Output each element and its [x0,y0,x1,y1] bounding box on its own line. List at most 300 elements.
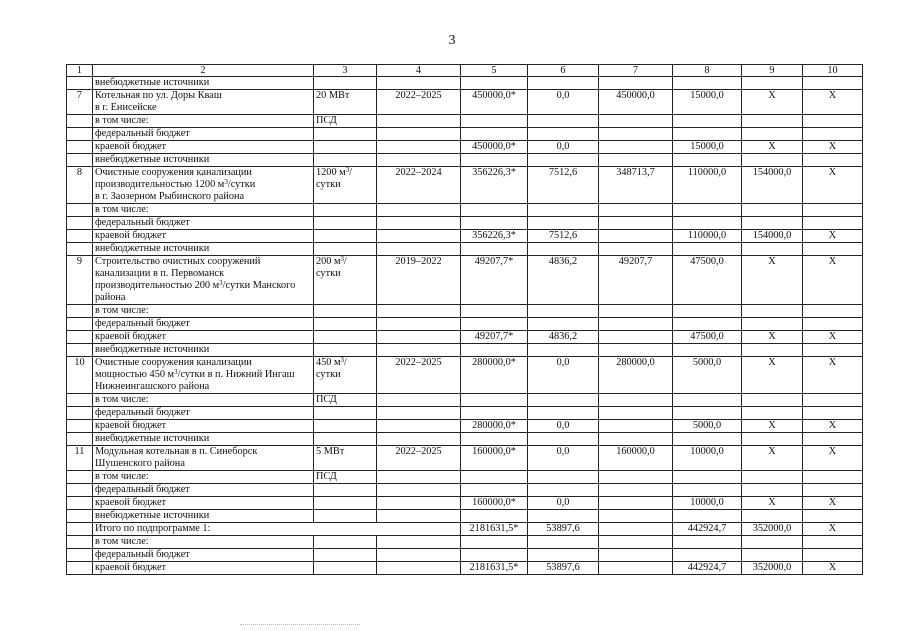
value-c7 [599,433,673,446]
capacity-cell [314,420,377,433]
value-c8 [673,549,742,562]
value-c8 [673,433,742,446]
value-c6 [528,510,599,523]
row-name: в том числе: [93,471,314,484]
value-c6: 7512,6 [528,167,599,204]
row-name: внебюджетные источники [93,433,314,446]
value-c9 [742,77,803,90]
value-c5 [461,471,528,484]
value-c8: 5000,0 [673,420,742,433]
years-cell: 2019–2022 [377,256,461,305]
value-c10 [803,484,863,497]
capacity-cell [314,433,377,446]
budget-table [66,64,863,575]
header-cell: 6 [528,65,599,77]
value-c10: Х [803,230,863,243]
row-number [67,204,93,217]
value-c8 [673,344,742,357]
value-c9: Х [742,357,803,394]
row-name: федеральный бюджет [93,318,314,331]
years-cell [377,243,461,256]
years-cell [377,420,461,433]
capacity-cell: ПСД [314,471,377,484]
value-c10 [803,243,863,256]
value-c5: 356226,3* [461,167,528,204]
value-c10: Х [803,562,863,575]
value-c5 [461,154,528,167]
years-cell [377,344,461,357]
row-name: краевой бюджет [93,562,314,575]
value-c6: 0,0 [528,357,599,394]
value-c10 [803,128,863,141]
value-c6 [528,407,599,420]
row-name: краевой бюджет [93,497,314,510]
value-c7 [599,115,673,128]
years-cell [377,562,461,575]
value-c8: 15000,0 [673,90,742,115]
row-number [67,484,93,497]
row-number: 7 [67,90,93,115]
row-number [67,497,93,510]
capacity-cell: 5 МВт [314,446,377,471]
value-c5 [461,407,528,420]
subrow [67,484,863,497]
value-c6 [528,536,599,549]
capacity-cell [314,318,377,331]
value-c5 [461,484,528,497]
value-c8: 442924,7 [673,562,742,575]
value-c7 [599,305,673,318]
row-number [67,243,93,256]
value-c5 [461,204,528,217]
value-c9: Х [742,497,803,510]
row-number [67,128,93,141]
row-number: 8 [67,167,93,204]
subrow [67,154,863,167]
capacity-cell [314,230,377,243]
value-c8 [673,484,742,497]
row-name: внебюджетные источники [93,243,314,256]
row-number: 11 [67,446,93,471]
row-number: 10 [67,357,93,394]
value-c5: 160000,0* [461,446,528,471]
capacity-cell: 450 $м^3/$ сутки [314,357,377,394]
value-c8: 110000,0 [673,167,742,204]
value-c10 [803,549,863,562]
row-name: краевой бюджет [93,420,314,433]
value-c9: Х [742,256,803,305]
value-c7 [599,394,673,407]
value-c8 [673,217,742,230]
value-c8 [673,318,742,331]
value-c9 [742,344,803,357]
row-number [67,230,93,243]
capacity-cell [314,243,377,256]
years-cell [377,484,461,497]
value-c7 [599,154,673,167]
object-row [67,167,863,204]
value-c6 [528,243,599,256]
value-c5 [461,536,528,549]
value-c7: 280000,0 [599,357,673,394]
value-c7 [599,217,673,230]
years-cell [377,497,461,510]
value-c10 [803,394,863,407]
value-c9 [742,407,803,420]
value-c5: 280000,0* [461,420,528,433]
object-row [67,446,863,471]
value-c10: Х [803,90,863,115]
value-c8: 5000,0 [673,357,742,394]
capacity-cell [314,154,377,167]
years-cell: 2022–2025 [377,446,461,471]
value-c6 [528,433,599,446]
capacity-cell [314,344,377,357]
object-row [67,90,863,115]
value-c6: 0,0 [528,446,599,471]
value-c7: 49207,7 [599,256,673,305]
row-name: в том числе: [93,536,314,549]
value-c5 [461,305,528,318]
value-c8 [673,510,742,523]
value-c5: 160000,0* [461,497,528,510]
value-c10 [803,217,863,230]
value-c10 [803,115,863,128]
years-cell [377,128,461,141]
value-c9 [742,305,803,318]
object-row [67,256,863,305]
capacity-cell [314,128,377,141]
capacity-cell: ПСД [314,394,377,407]
row-name: федеральный бюджет [93,128,314,141]
value-c5 [461,77,528,90]
value-c7 [599,549,673,562]
capacity-cell: ПСД [314,115,377,128]
years-cell [377,433,461,446]
value-c5 [461,318,528,331]
row-name: краевой бюджет [93,331,314,344]
years-cell [377,510,461,523]
subrow [67,344,863,357]
row-name: краевой бюджет [93,230,314,243]
value-c10: Х [803,446,863,471]
value-c6 [528,484,599,497]
value-c5 [461,128,528,141]
value-c8 [673,77,742,90]
row-number [67,141,93,154]
subrow [67,217,863,230]
value-c6: 0,0 [528,420,599,433]
row-number [67,471,93,484]
value-c7 [599,318,673,331]
value-c7 [599,484,673,497]
value-c10 [803,344,863,357]
value-c6: 0,0 [528,90,599,115]
value-c9 [742,217,803,230]
row-name: Котельная по ул. Доры Кваш в г. Енисейске [93,90,314,115]
value-c9 [742,318,803,331]
value-c6 [528,128,599,141]
value-c7 [599,562,673,575]
value-c7: 450000,0 [599,90,673,115]
capacity-cell [314,510,377,523]
value-c9 [742,204,803,217]
value-c8 [673,243,742,256]
value-c9 [742,549,803,562]
row-name: внебюджетные источники [93,154,314,167]
row-number [67,549,93,562]
value-c5 [461,510,528,523]
value-c10 [803,407,863,420]
capacity-cell [314,562,377,575]
row-number [67,420,93,433]
years-cell [377,549,461,562]
row-number [67,77,93,90]
value-c8: 10000,0 [673,446,742,471]
subrow [67,141,863,154]
subrow [67,305,863,318]
header-row [67,65,863,77]
value-c10: Х [803,141,863,154]
value-c8 [673,154,742,167]
row-number [67,331,93,344]
scan-artifact [240,624,360,629]
years-cell [377,217,461,230]
value-c6 [528,344,599,357]
row-name: Итого по подпрограмме 1: [93,523,461,536]
subrow [67,420,863,433]
value-c9: 154000,0 [742,167,803,204]
years-cell: 2022–2025 [377,90,461,115]
value-c6: 4836,2 [528,256,599,305]
value-c7 [599,204,673,217]
row-number [67,217,93,230]
value-c7 [599,536,673,549]
value-c5: 450000,0* [461,141,528,154]
header-cell: 8 [673,65,742,77]
row-number [67,523,93,536]
years-cell [377,154,461,167]
capacity-cell [314,217,377,230]
years-cell [377,394,461,407]
subrow [67,128,863,141]
value-c10 [803,154,863,167]
capacity-cell [314,77,377,90]
table-body [67,65,863,575]
value-c8: 110000,0 [673,230,742,243]
subrow [67,318,863,331]
value-c9 [742,115,803,128]
row-name: в том числе: [93,394,314,407]
header-cell: 7 [599,65,673,77]
value-c6 [528,305,599,318]
capacity-cell [314,204,377,217]
value-c5 [461,549,528,562]
row-name: внебюджетные источники [93,344,314,357]
capacity-cell [314,484,377,497]
header-cell: 2 [93,65,314,77]
value-c10: Х [803,497,863,510]
value-c8 [673,204,742,217]
value-c10: Х [803,420,863,433]
years-cell [377,141,461,154]
subrow [67,230,863,243]
value-c8 [673,394,742,407]
value-c7 [599,471,673,484]
value-c9: Х [742,331,803,344]
value-c7 [599,523,673,536]
row-number [67,115,93,128]
years-cell [377,115,461,128]
row-number [67,305,93,318]
header-cell: 9 [742,65,803,77]
subrow [67,77,863,90]
years-cell [377,536,461,549]
row-name: Модульная котельная в п. Синеборск Шушенского района [93,446,314,471]
value-c6: 4836,2 [528,331,599,344]
capacity-cell: 200 $м^3/$ сутки [314,256,377,305]
row-number [67,510,93,523]
value-c6 [528,154,599,167]
value-c5: 356226,3* [461,230,528,243]
row-name: в том числе: [93,305,314,318]
value-c6 [528,217,599,230]
years-cell [377,230,461,243]
value-c8: 442924,7 [673,523,742,536]
years-cell [377,318,461,331]
capacity-cell [314,497,377,510]
years-cell [377,331,461,344]
subrow [67,510,863,523]
value-c10 [803,433,863,446]
value-c6 [528,77,599,90]
subrow [67,497,863,510]
row-number [67,154,93,167]
subrow [67,407,863,420]
value-c9 [742,471,803,484]
value-c10 [803,471,863,484]
subrow [67,433,863,446]
value-c5: 280000,0* [461,357,528,394]
capacity-cell [314,549,377,562]
value-c10 [803,77,863,90]
value-c7 [599,510,673,523]
header-cell: 10 [803,65,863,77]
object-row [67,357,863,394]
value-c8 [673,536,742,549]
years-cell [377,204,461,217]
value-c6: 53897,6 [528,523,599,536]
subrow [67,204,863,217]
row-name: федеральный бюджет [93,407,314,420]
row-name: Очистные сооружения канализации производительностью 1200 $м^3$/сутки в г. Заозерном Рыбинского района [93,167,314,204]
capacity-cell [314,331,377,344]
row-name: федеральный бюджет [93,549,314,562]
value-c9: Х [742,420,803,433]
capacity-cell [314,536,377,549]
value-c9: 352000,0 [742,523,803,536]
value-c10: Х [803,167,863,204]
value-c7: 160000,0 [599,446,673,471]
years-cell [377,407,461,420]
value-c9: Х [742,141,803,154]
years-cell: 2022–2025 [377,357,461,394]
row-number [67,344,93,357]
row-name: в том числе: [93,204,314,217]
value-c5: 450000,0* [461,90,528,115]
total-row [67,523,863,536]
value-c5 [461,394,528,407]
value-c8 [673,407,742,420]
value-c6 [528,394,599,407]
subrow [67,536,863,549]
row-number: 9 [67,256,93,305]
value-c8: 47500,0 [673,256,742,305]
value-c7 [599,420,673,433]
page-number: 3 [448,33,456,48]
years-cell: 2022–2024 [377,167,461,204]
row-name: Строительство очистных сооружений канализации в п. Первоманск производительностью 200 $м^3$/сутки Манского района [93,256,314,305]
years-cell [377,305,461,318]
value-c10 [803,204,863,217]
subrow [67,243,863,256]
value-c5: 49207,7* [461,331,528,344]
value-c10 [803,305,863,318]
header-cell: 3 [314,65,377,77]
header-cell: 5 [461,65,528,77]
value-c5 [461,115,528,128]
subrow [67,471,863,484]
value-c7 [599,243,673,256]
value-c10 [803,536,863,549]
header-cell: 1 [67,65,93,77]
value-c7 [599,128,673,141]
value-c9: Х [742,90,803,115]
value-c7 [599,497,673,510]
value-c5: 2181631,5* [461,523,528,536]
value-c6 [528,549,599,562]
value-c5: 2181631,5* [461,562,528,575]
capacity-cell [314,407,377,420]
value-c6: 7512,6 [528,230,599,243]
value-c9 [742,128,803,141]
subrow [67,562,863,575]
subrow [67,115,863,128]
value-c6: 0,0 [528,497,599,510]
value-c9: 352000,0 [742,562,803,575]
value-c10: Х [803,523,863,536]
value-c9 [742,433,803,446]
row-name: внебюджетные источники [93,510,314,523]
value-c10: Х [803,331,863,344]
value-c5 [461,243,528,256]
value-c10: Х [803,256,863,305]
value-c5 [461,433,528,446]
row-number [67,562,93,575]
subrow [67,394,863,407]
value-c7: 348713,7 [599,167,673,204]
value-c6 [528,318,599,331]
value-c5: 49207,7* [461,256,528,305]
value-c8: 10000,0 [673,497,742,510]
value-c8 [673,115,742,128]
value-c10: Х [803,357,863,394]
value-c8 [673,128,742,141]
value-c9 [742,394,803,407]
subrow [67,331,863,344]
value-c8: 15000,0 [673,141,742,154]
row-number [67,394,93,407]
